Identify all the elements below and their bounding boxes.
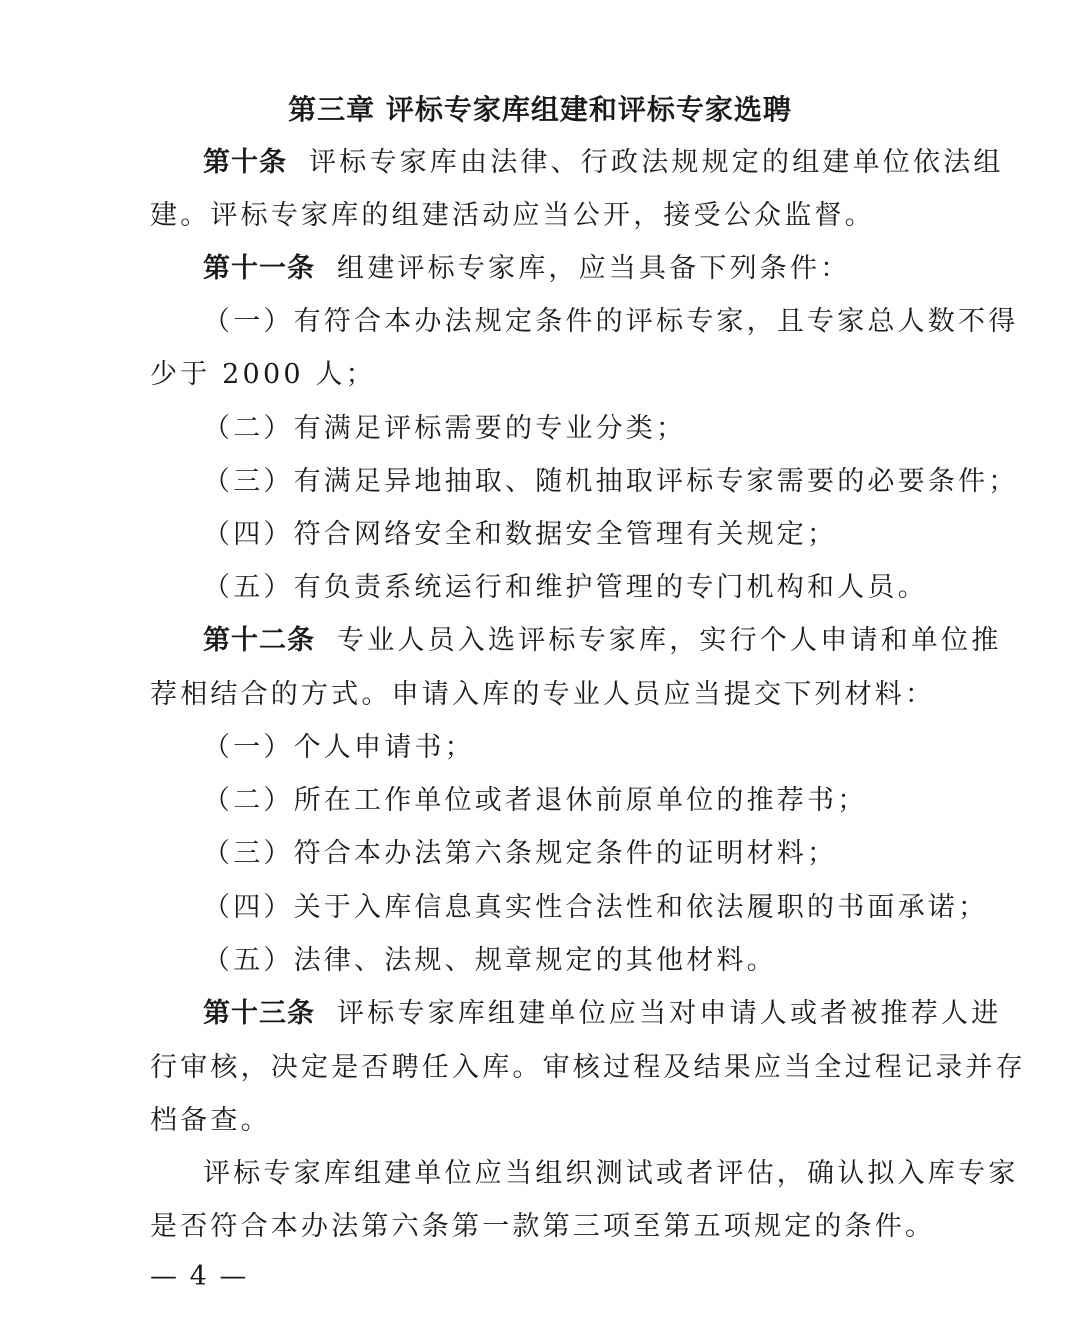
article-13-line-3: 档备查。 xyxy=(150,1105,271,1136)
article-10-text-1: 评标专家库由法律、行政法规规定的组建单位依法组 xyxy=(309,147,1004,178)
article-11-item-2: （二）有满足评标需要的专业分类； xyxy=(203,413,687,444)
article-11-item-5: （五）有负责系统运行和维护管理的专门机构和人员。 xyxy=(203,572,928,603)
article-12-line-1 xyxy=(203,621,1002,661)
chapter-title: 第三章 评标专家库组建和评标专家选聘 xyxy=(288,93,792,126)
article-12-item-2: （二）所在工作单位或者退休前原单位的推荐书； xyxy=(203,785,868,816)
article-12-item-5: （五）法律、法规、规章规定的其他材料。 xyxy=(203,945,777,976)
article-11-text-1: 组建评标专家库，应当具备下列条件： xyxy=(337,253,851,284)
article-11-item-3: （三）有满足异地抽取、随机抽取评标专家需要的必要条件； xyxy=(203,466,1019,497)
article-11-item-4: （四）符合网络安全和数据安全管理有关规定； xyxy=(203,519,838,550)
article-13-paragraph-2-line-2: 是否符合本办法第六条第一款第三项至第五项规定的条件。 xyxy=(150,1211,936,1242)
article-10-line-2: 建。评标专家库的组建活动应当公开，接受公众监督。 xyxy=(150,200,875,231)
page-number: — 4 — xyxy=(150,1261,249,1292)
article-13-number: 第十三条 xyxy=(203,998,315,1029)
article-11-number: 第十一条 xyxy=(203,253,315,284)
article-12-line-2: 荐相结合的方式。申请入库的专业人员应当提交下列材料： xyxy=(150,679,936,710)
article-12-item-3: （三）符合本办法第六条规定条件的证明材料； xyxy=(203,838,838,869)
article-11-item-1-line-2: 少于 2000 人； xyxy=(150,359,376,390)
article-12-item-4: （四）关于入库信息真实性合法性和依法履职的书面承诺； xyxy=(203,892,989,923)
article-12-item-1: （一）个人申请书； xyxy=(203,732,475,763)
article-13-line-2: 行审核，决定是否聘任入库。审核过程及结果应当全过程记录并存 xyxy=(150,1052,1026,1083)
article-11-item-1-line-1: （一）有符合本办法规定条件的评标专家，且专家总人数不得 xyxy=(203,306,1019,337)
article-12-text-1: 专业人员入选评标专家库，实行个人申请和单位推 xyxy=(337,625,1002,656)
article-13-paragraph-2-line-1: 评标专家库组建单位应当组织测试或者评估，确认拟入库专家 xyxy=(203,1158,1019,1189)
article-10-line-1 xyxy=(203,143,1004,183)
article-11-line-1 xyxy=(203,249,940,289)
article-13-line-1 xyxy=(203,994,1002,1034)
article-12-number: 第十二条 xyxy=(203,625,315,656)
article-13-text-1: 评标专家库组建单位应当对申请人或者被推荐人进 xyxy=(337,998,1002,1029)
article-10-number: 第十条 xyxy=(203,147,287,178)
